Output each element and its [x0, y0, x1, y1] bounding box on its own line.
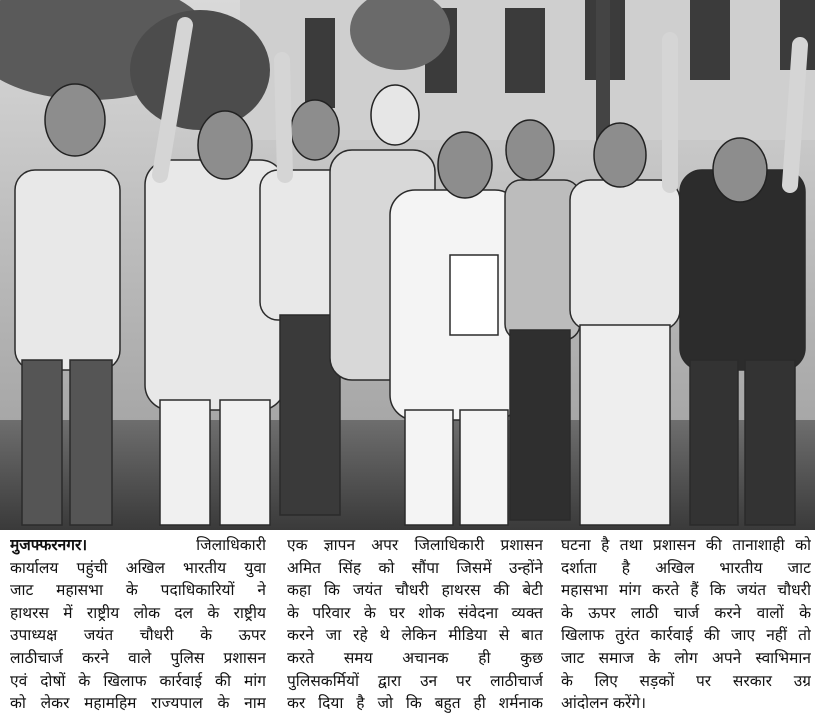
text-line: महासभा मांग करते हैं कि जयंत चौधरी: [561, 581, 811, 600]
text-line: के लिए सड़कों पर सरकार उग्र: [561, 671, 811, 690]
article-text: [0, 530, 815, 720]
text-line: जाट महासभा के पदाधिकारियों ने: [10, 581, 266, 600]
text-line: एवं दोषों के खिलाफ कार्रवाई की मांग: [10, 671, 266, 690]
text-line: दर्शाता है अखिल भारतीय जाट: [561, 558, 811, 577]
text-line: आंदोलन करेंगे।: [561, 694, 646, 713]
text-line: हाथरस में राष्ट्रीय लोक दल के राष्ट्रीय: [10, 603, 266, 622]
text-line: अमित सिंह को सौंपा जिसमें उन्होंने: [287, 558, 543, 577]
text-line: खिलाफ तुरंत कार्रवाई की जाए नहीं तो: [561, 626, 811, 645]
first-line: [10, 534, 266, 557]
text-line: जाट समाज के लोग अपने स्वाभिमान: [561, 648, 811, 667]
text-line: उपाध्यक्ष जयंत चौधरी के ऊपर: [10, 626, 266, 645]
text-line: कार्यालय पहुंची अखिल भारतीय युवा: [10, 558, 266, 577]
text-line: कर दिया है जो कि बहुत ही शर्मनाक: [287, 694, 543, 713]
text-line: लाठीचार्ज करने वाले पुलिस प्रशासन: [10, 648, 266, 667]
text-line: करते समय अचानक ही कुछ: [287, 648, 543, 667]
dateline: मुजफ्फरनगर।: [10, 536, 88, 554]
article-column-1: [10, 534, 266, 715]
text-line: एक ज्ञापन अपर जिलाधिकारी प्रशासन: [287, 536, 543, 554]
text-line: घटना है तथा प्रशासन की तानाशाही को: [561, 536, 811, 554]
text-line: पुलिसकर्मियों द्वारा उन पर लाठीचार्ज: [287, 671, 543, 690]
text-line: के ऊपर लाठी चार्ज करने वालों के: [561, 603, 811, 622]
text-line: करने जा रहे थे लेकिन मीडिया से बात: [287, 626, 543, 645]
first-line-text: जिलाधिकारी: [196, 536, 266, 554]
article-column-3: [561, 534, 811, 715]
text-line: को लेकर महामहिम राज्यपाल के नाम: [10, 694, 266, 713]
text-line: कहा कि जयंत चौधरी हाथरस की बेटी: [287, 581, 543, 600]
article-column-2: [287, 534, 543, 715]
text-line: के परिवार के घर शोक संवेदना व्यक्त: [287, 603, 543, 622]
